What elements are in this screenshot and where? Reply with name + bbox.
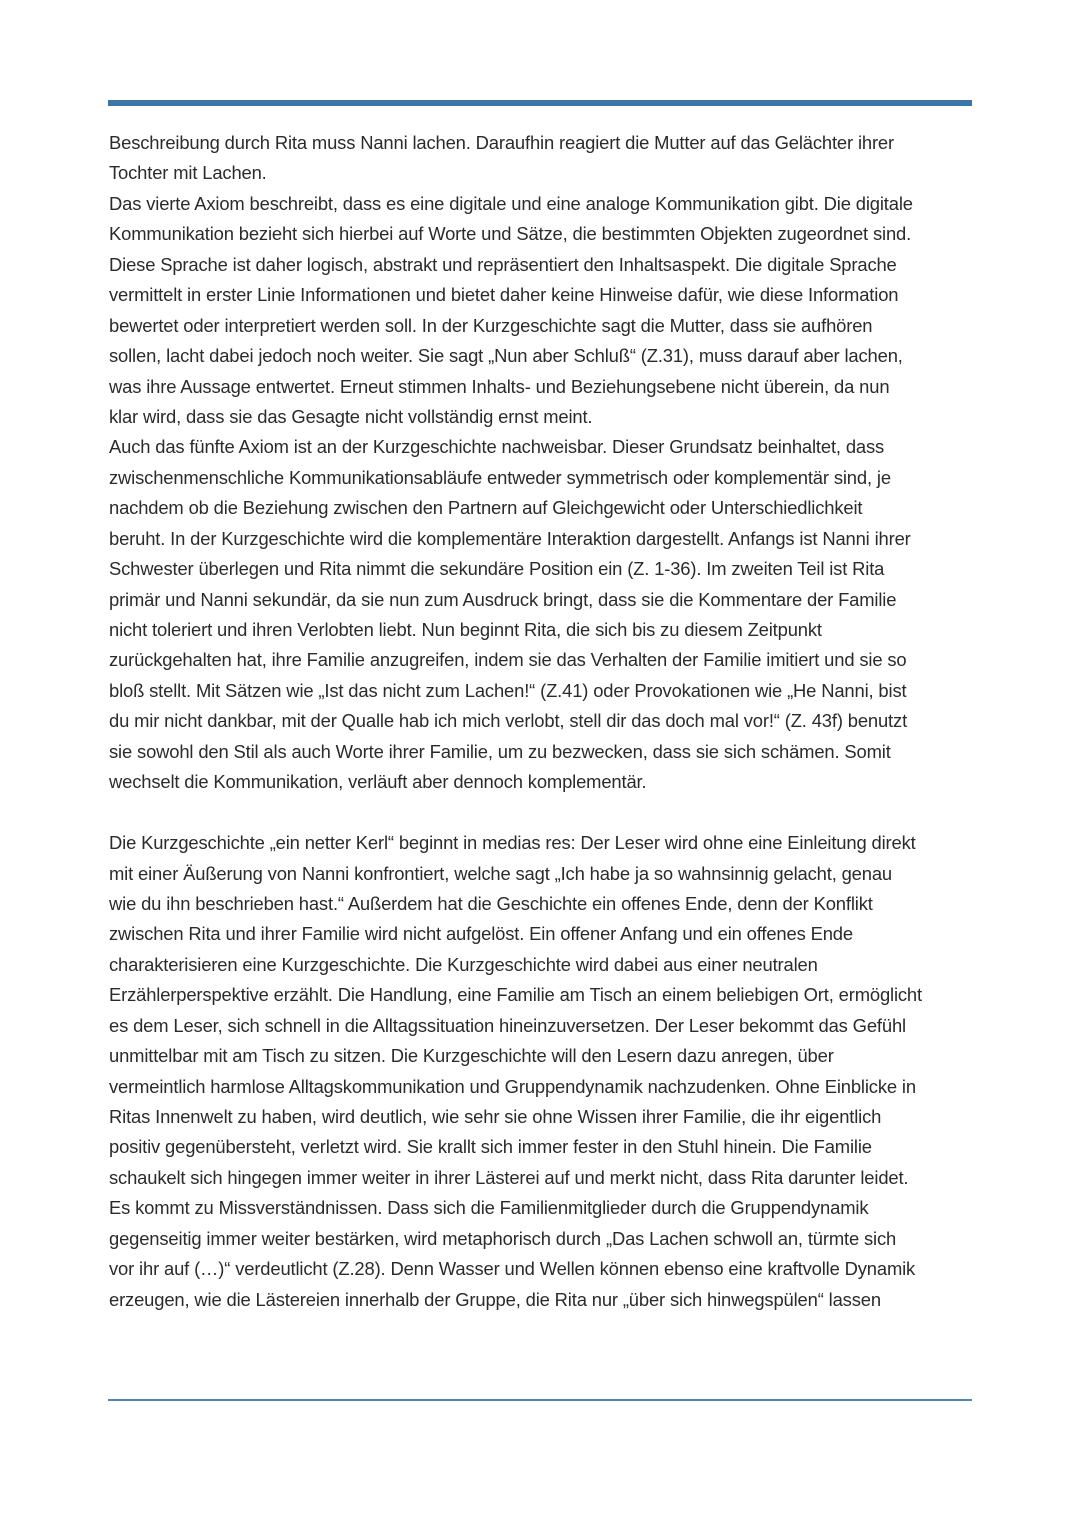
paragraph-1 bbox=[109, 128, 975, 189]
text-line: wechselt die Kommunikation, verläuft aber dennoch komplementär. bbox=[109, 771, 647, 793]
text-line: sollen, lacht dabei jedoch noch weiter. Sie sagt „Nun aber Schluß“ (Z.31), muss darauf aber lachen, bbox=[109, 345, 903, 367]
text-line: Das vierte Axiom beschreibt, dass es eine digitale und eine analoge Kommunikation gibt. Die digitale bbox=[109, 192, 913, 214]
paragraph-2 bbox=[109, 189, 975, 433]
paragraph-3 bbox=[109, 432, 975, 797]
text-line: Ritas Innenwelt zu haben, wird deutlich, wie sehr sie ohne Wissen ihrer Familie, die ihr eigentlich bbox=[109, 1106, 882, 1127]
text-line: gegenseitig immer weiter bestärken, wird metaphorisch durch „Das Lachen schwoll an, türmte sich bbox=[109, 1227, 897, 1249]
text-line: mit einer Äußerung von Nanni konfrontiert, welche sagt „Ich habe ja so wahnsinnig gelacht, genau bbox=[109, 862, 892, 884]
text-line: wie du ihn beschrieben hast.“ Außerdem hat die Geschichte ein offenes Ende, denn der Konflikt bbox=[109, 892, 873, 914]
text-line: bloß stellt. Mit Sätzen wie „Ist das nicht zum Lachen!“ (Z.41) oder Provokationen wie „He Nanni, bist bbox=[109, 679, 907, 701]
text-line: nachdem ob die Beziehung zwischen den Partnern auf Gleichgewicht oder Unterschiedlichkeit bbox=[109, 497, 863, 519]
text-line: nicht toleriert und ihren Verlobten liebt. Nun beginnt Rita, die sich bis zu diesem Zeitpunkt bbox=[109, 619, 822, 640]
text-line: unmittelbar mit am Tisch zu sitzen. Die Kurzgeschichte will den Lesern dazu anregen, über bbox=[109, 1045, 834, 1067]
text-line: schaukelt sich hingegen immer weiter in ihrer Lästerei auf und merkt nicht, dass Rita darunter leidet. bbox=[109, 1166, 909, 1188]
text-line: primär und Nanni sekundär, da sie nun zum Ausdruck bringt, dass sie die Kommentare der Familie bbox=[109, 588, 897, 610]
text-line: vermittelt in erster Linie Informationen und bietet daher keine Hinweise dafür, wie diese Information bbox=[109, 284, 899, 306]
text-line: Auch das fünfte Axiom ist an der Kurzgeschichte nachweisbar. Dieser Grundsatz beinhaltet, dass bbox=[109, 436, 885, 458]
text-line: Schwester überlegen und Rita nimmt die sekundäre Position ein (Z. 1-36). Im zweiten Teil ist Rita bbox=[109, 558, 885, 580]
text-line: zwischenmenschliche Kommunikationsabläufe entweder symmetrisch oder komplementär sind, je bbox=[109, 466, 891, 488]
paragraph-spacer bbox=[109, 798, 975, 828]
text-line: zurückgehalten hat, ihre Familie anzugreifen, indem sie das Verhalten der Familie imitiert und sie so bbox=[109, 649, 907, 671]
text-line: vor ihr auf (…)“ verdeutlicht (Z.28). Denn Wasser und Wellen können ebenso eine kraftvolle Dynamik bbox=[109, 1258, 916, 1280]
text-line: klar wird, dass sie das Gesagte nicht vollständig ernst meint. bbox=[109, 405, 593, 427]
text-line: was ihre Aussage entwertet. Erneut stimmen Inhalts- und Beziehungsebene nicht überein, da nun bbox=[109, 375, 890, 397]
document-body bbox=[109, 128, 975, 1315]
paragraph-4 bbox=[109, 828, 975, 1315]
text-line: beruht. In der Kurzgeschichte wird die komplementäre Interaktion dargestellt. Anfangs ist Nanni ihrer bbox=[109, 527, 911, 549]
text-line: bewertet oder interpretiert werden soll. In der Kurzgeschichte sagt die Mutter, dass sie aufhören bbox=[109, 314, 873, 336]
text-line: zwischen Rita und ihrer Familie wird nicht aufgelöst. Ein offener Anfang und ein offenes Ende bbox=[109, 923, 853, 945]
text-line: Diese Sprache ist daher logisch, abstrakt und repräsentiert den Inhaltsaspekt. Die digitale Sprache bbox=[109, 253, 897, 275]
text-line: Es kommt zu Missverständnissen. Dass sich die Familienmitglieder durch die Gruppendynamik bbox=[109, 1197, 869, 1219]
header-rule bbox=[108, 100, 972, 106]
text-line: Kommunikation bezieht sich hierbei auf Worte und Sätze, die bestimmten Objekten zugeordnet sind. bbox=[109, 223, 912, 245]
text-line: es dem Leser, sich schnell in die Alltagssituation hineinzuversetzen. Der Leser bekommt das Gefühl bbox=[109, 1014, 906, 1036]
text-line: Die Kurzgeschichte „ein netter Kerl“ beginnt in medias res: Der Leser wird ohne eine Einleitung direkt bbox=[109, 832, 916, 854]
text-line: erzeugen, wie die Lästereien innerhalb der Gruppe, die Rita nur „über sich hinwegspülen“ lassen bbox=[109, 1288, 881, 1310]
text-line: Tochter mit Lachen. bbox=[109, 162, 267, 184]
text-line: du mir nicht dankbar, mit der Qualle hab ich mich verlobt, stell dir das doch mal vor!“ (Z. 43f) benutzt bbox=[109, 710, 908, 732]
text-line: vermeintlich harmlose Alltagskommunikation und Gruppendynamik nachzudenken. Ohne Einblicke in bbox=[109, 1075, 916, 1097]
text-line: Erzählerperspektive erzählt. Die Handlung, eine Familie am Tisch an einem beliebigen Ort, ermöglicht bbox=[109, 984, 922, 1006]
text-line: positiv gegenübersteht, verletzt wird. Sie krallt sich immer fester in den Stuhl hinein. Die Familie bbox=[109, 1136, 872, 1158]
text-line: charakterisieren eine Kurzgeschichte. Die Kurzgeschichte wird dabei aus einer neutralen bbox=[109, 953, 818, 975]
footer-rule bbox=[108, 1399, 972, 1401]
text-line: sie sowohl den Stil als auch Worte ihrer Familie, um zu bezwecken, dass sie sich schämen. Somit bbox=[109, 740, 891, 762]
text-line: Beschreibung durch Rita muss Nanni lachen. Daraufhin reagiert die Mutter auf das Gelächter ihrer bbox=[109, 132, 894, 153]
